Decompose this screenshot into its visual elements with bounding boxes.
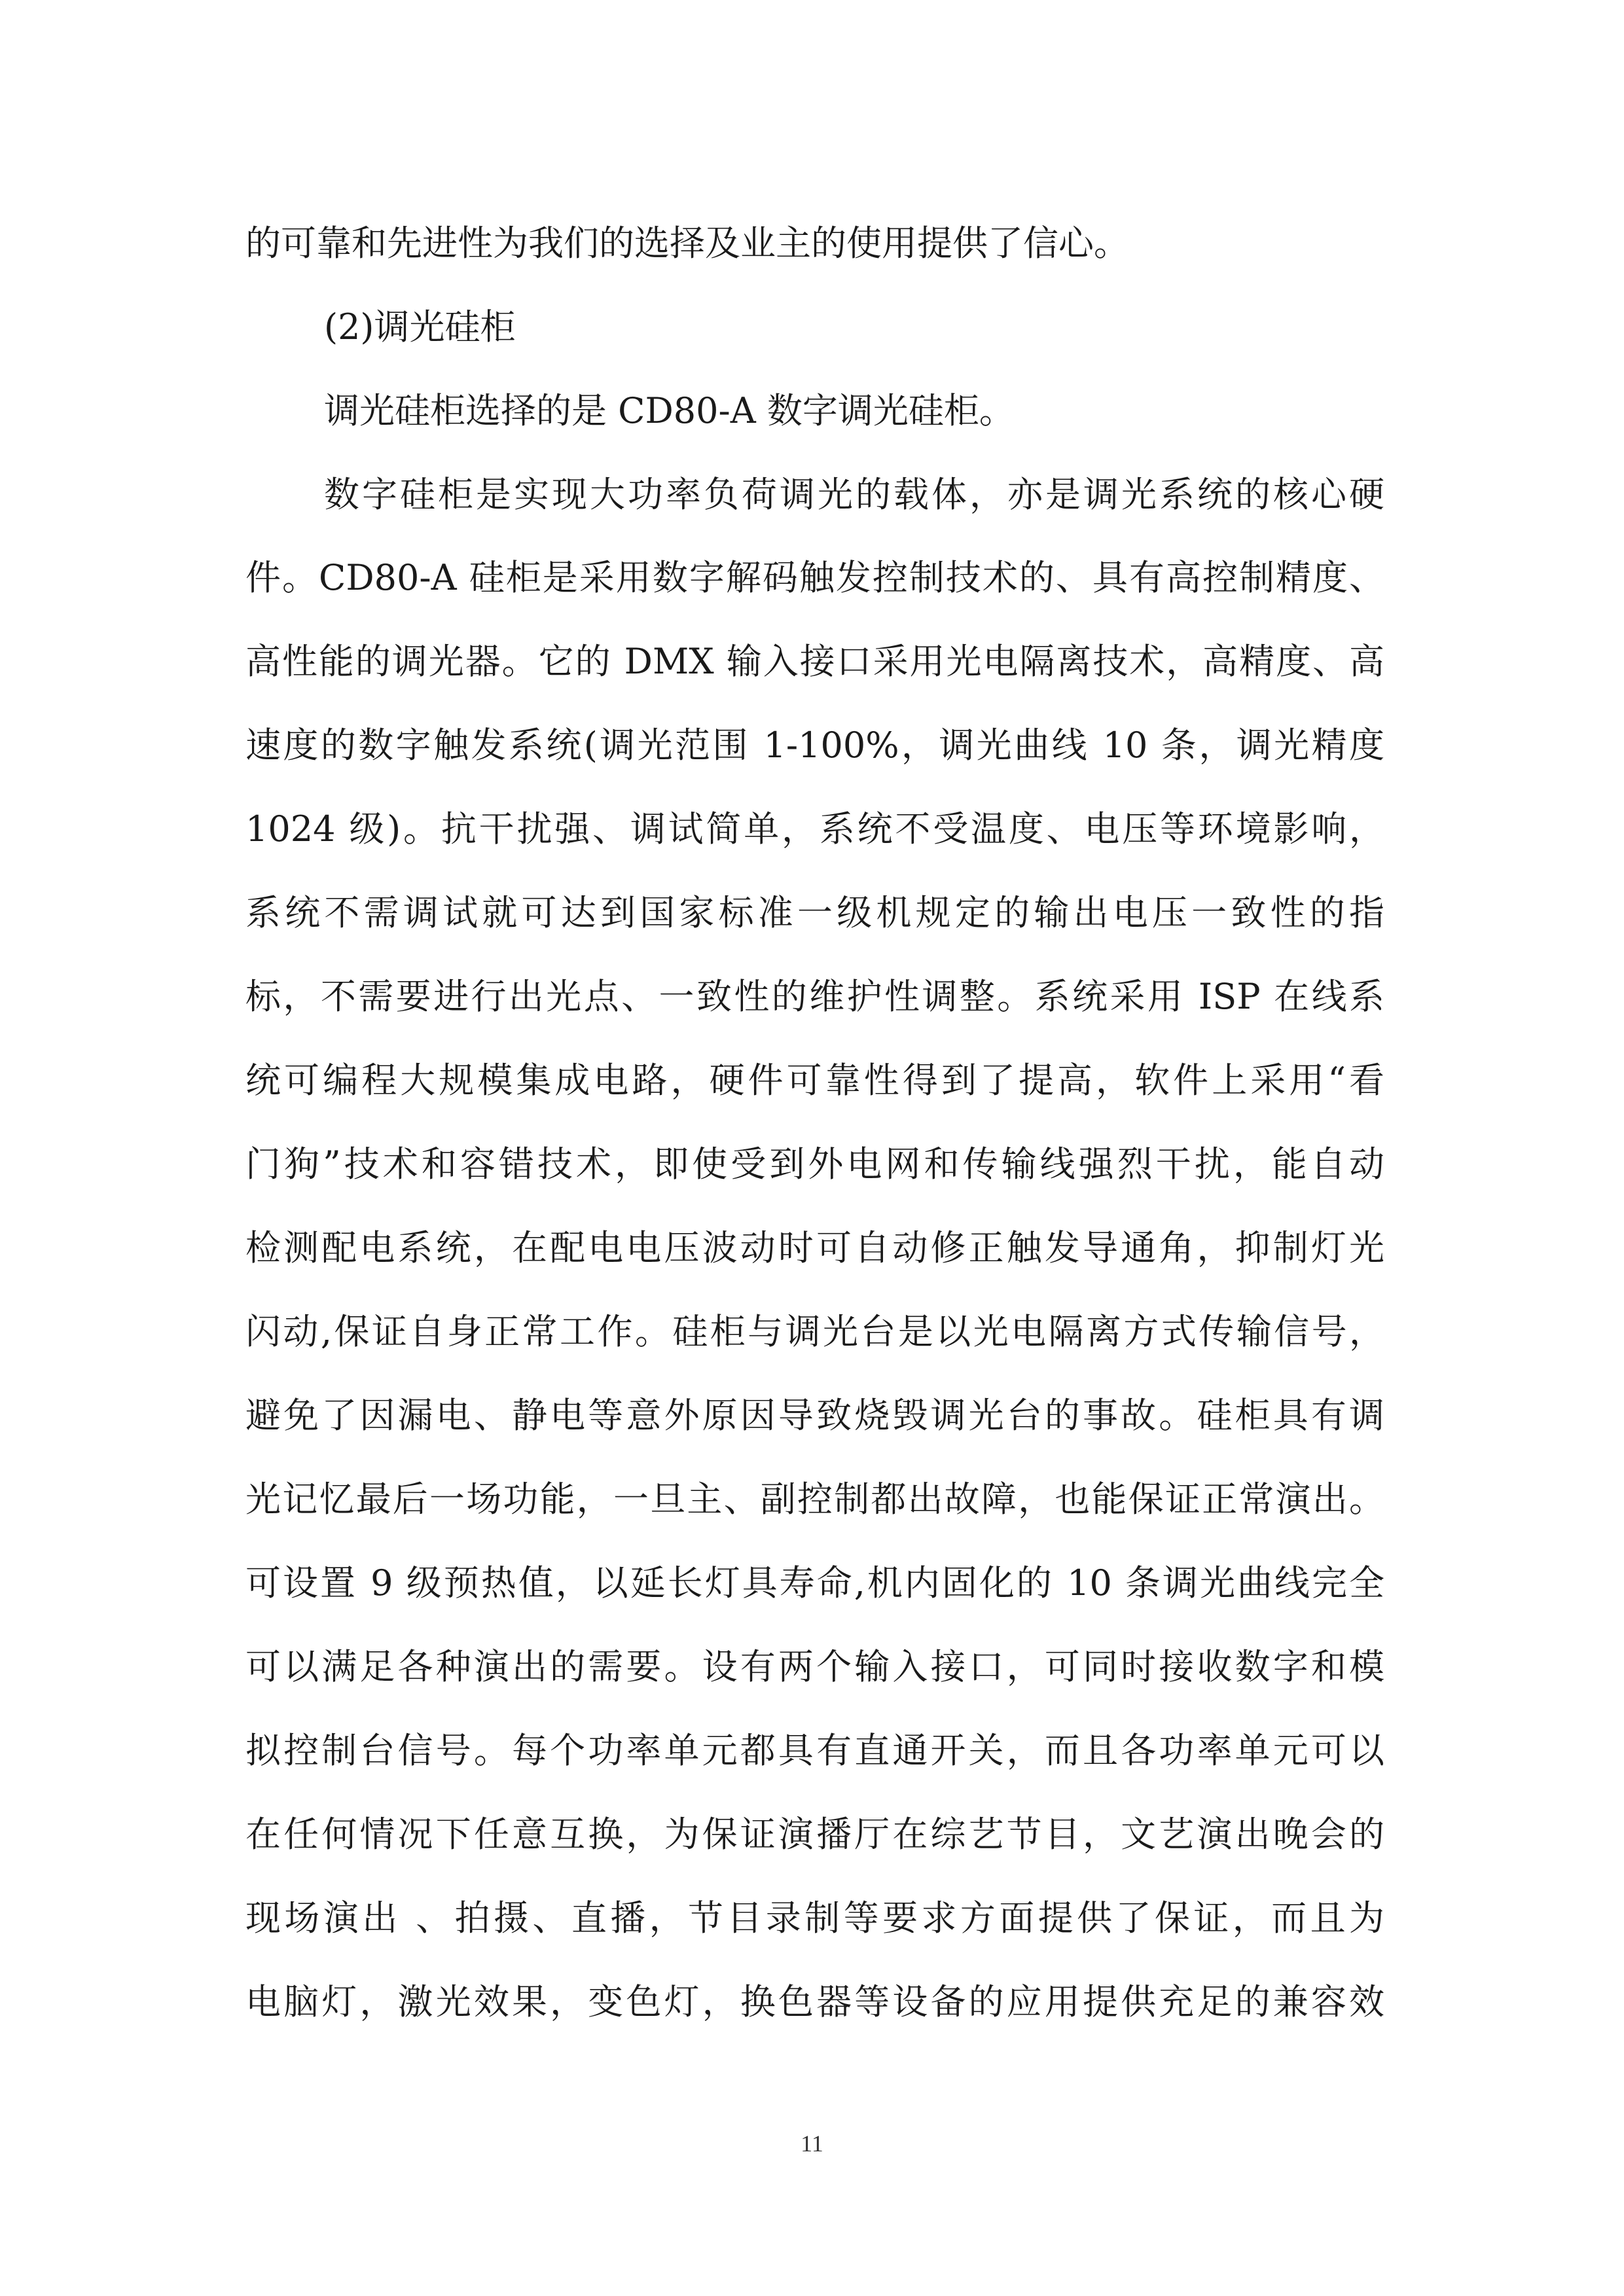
text-line-14: 闪动,保证自身正常工作。硅柜与调光台是以光电隔离方式传输信号， — [245, 1311, 1384, 1352]
text-line-21: 现场演出 、拍摄、直播，节目录制等要求方面提供了保证，而且为 — [245, 1897, 1384, 1939]
section-heading: (2)调光硅柜 — [324, 306, 516, 348]
text-line-7: 速度的数字触发系统(调光范围 1-100%，调光曲线 10 条，调光精度 — [245, 725, 1384, 766]
text-line-18: 可以满足各种演出的需要。设有两个输入接口，可同时接收数字和模 — [245, 1646, 1384, 1687]
text-line-17: 可设置 9 级预热值，以延长灯具寿命,机内固化的 10 条调光曲线完全 — [245, 1562, 1384, 1604]
text-line-11: 统可编程大规模集成电路，硬件可靠性得到了提高，软件上采用“看 — [245, 1060, 1384, 1101]
text-line-15: 避免了因漏电、静电等意外原因导致烧毁调光台的事故。硅柜具有调 — [245, 1395, 1384, 1436]
page-number: 11 — [801, 2130, 823, 2157]
text-line-8: 1024 级)。抗干扰强、调试简单，系统不受温度、电压等环境影响， — [245, 808, 1384, 850]
text-line-10: 标，不需要进行出光点、一致性的维护性调整。系统采用 ISP 在线系 — [245, 976, 1384, 1017]
text-line-6: 高性能的调光器。它的 DMX 输入接口采用光电隔离技术，高精度、高 — [245, 641, 1384, 682]
text-line-1: 的可靠和先进性为我们的选择及业主的使用提供了信心。 — [245, 223, 1129, 264]
text-line-22: 电脑灯，激光效果，变色灯，换色器等设备的应用提供充足的兼容效 — [245, 1981, 1384, 2022]
text-line-3: 调光硅柜选择的是 CD80-A 数字调光硅柜。 — [324, 390, 1015, 431]
text-line-20: 在任何情况下任意互换，为保证演播厅在综艺节目，文艺演出晚会的 — [245, 1814, 1384, 1855]
text-line-13: 检测配电系统，在配电电压波动时可自动修正触发导通角，抑制灯光 — [245, 1227, 1384, 1268]
text-line-16: 光记忆最后一场功能，一旦主、副控制都出故障，也能保证正常演出。 — [245, 1479, 1384, 1520]
text-line-19: 拟控制台信号。每个功率单元都具有直通开关，而且各功率单元可以 — [245, 1730, 1384, 1771]
text-line-12: 门狗”技术和容错技术，即使受到外电网和传输线强烈干扰，能自动 — [245, 1143, 1384, 1185]
text-line-4: 数字硅柜是实现大功率负荷调光的载体，亦是调光系统的核心硬 — [324, 474, 1384, 515]
text-line-5: 件。CD80-A 硅柜是采用数字解码触发控制技术的、具有高控制精度、 — [245, 557, 1384, 598]
text-line-9: 系统不需调试就可达到国家标准一级机规定的输出电压一致性的指 — [245, 892, 1384, 933]
